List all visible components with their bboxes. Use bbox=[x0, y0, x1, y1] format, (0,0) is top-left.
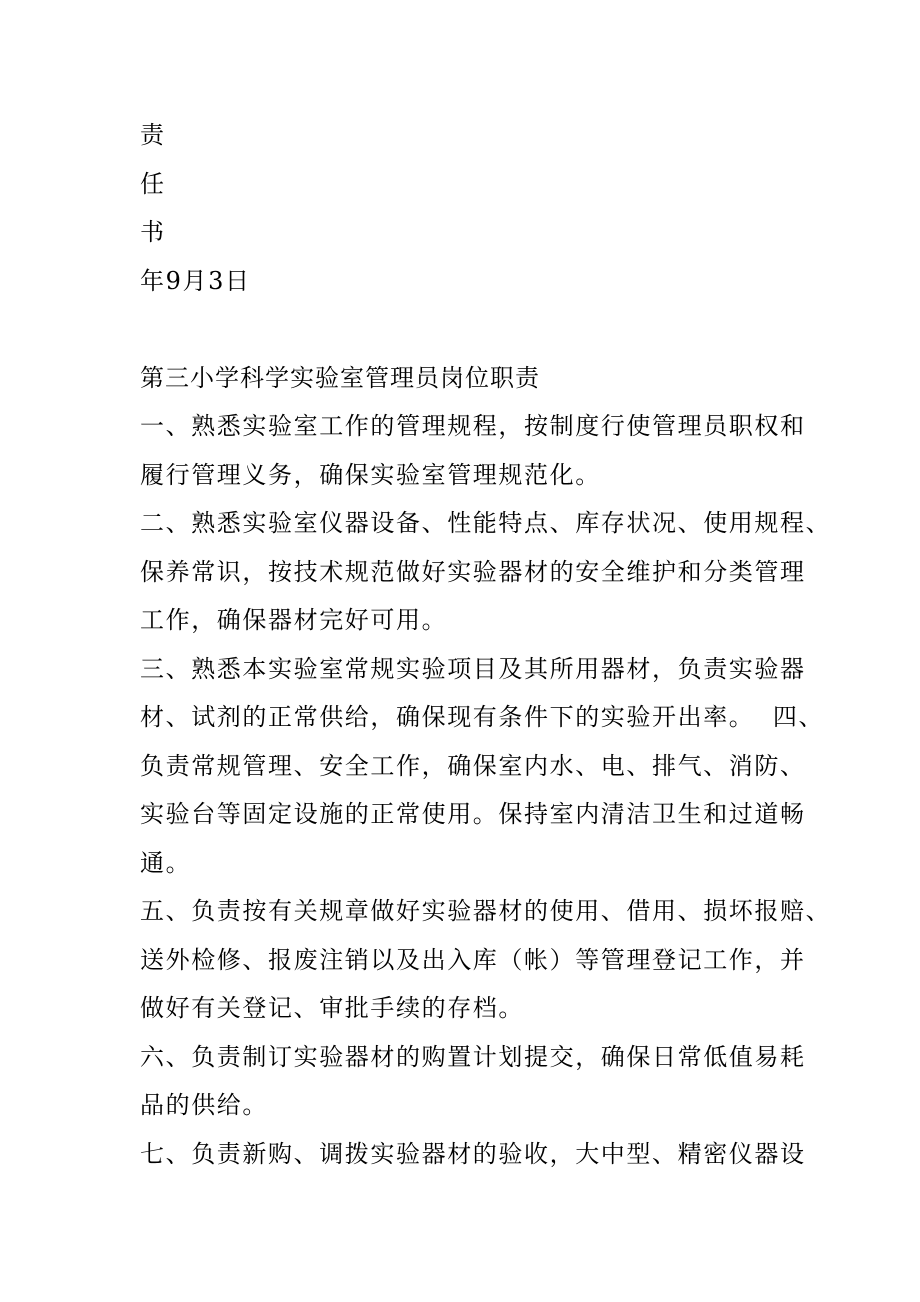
body-line: 材、试剂的正常供给，确保现有条件下的实验开出率。 四、 bbox=[140, 703, 825, 731]
document-title: 第三小学科学实验室管理员岗位职责 bbox=[140, 363, 540, 392]
body-line: 送外检修、报废注销以及出入库（帐）等管理登记工作，并 bbox=[140, 945, 806, 974]
body-line: 做好有关登记、审批手续的存档。 bbox=[140, 994, 524, 1022]
date-line: 年9月3日 bbox=[140, 266, 251, 295]
header-line-3: 书 bbox=[140, 218, 166, 246]
body-line: 负责常规管理、安全工作，确保室内水、电、排气、消防、 bbox=[140, 751, 806, 780]
blank-line bbox=[140, 305, 800, 354]
body-line: 履行管理义务，确保实验室管理规范化。 bbox=[140, 460, 601, 489]
body-line: 一、熟悉实验室工作的管理规程，按制度行使管理员职权和 bbox=[140, 412, 806, 440]
body-line: 七、负责新购、调拨实验器材的验收，大中型、精密仪器设 bbox=[140, 1139, 806, 1168]
body-line: 实验台等固定设施的正常使用。保持室内清洁卫生和过道畅 bbox=[140, 800, 806, 828]
body-line: 保养常识，按技术规范做好实验器材的安全维护和分类管理 bbox=[140, 557, 806, 586]
body-line: 六、负责制订实验器材的购置计划提交，确保日常低值易耗 bbox=[140, 1042, 806, 1071]
body-line: 五、负责按有关规章做好实验器材的使用、借用、损坏报赔、 bbox=[140, 897, 832, 925]
body-line: 三、熟悉本实验室常规实验项目及其所用器材，负责实验器 bbox=[140, 654, 806, 683]
header-line-2: 任 bbox=[140, 169, 166, 198]
body-line: 通。 bbox=[140, 848, 192, 877]
document-text bbox=[140, 111, 832, 1178]
body-line: 二、熟悉实验室仪器设备、性能特点、库存状况、使用规程、 bbox=[140, 509, 832, 537]
body-line: 工作，确保器材完好可用。 bbox=[140, 606, 448, 634]
body-line: 品的供给。 bbox=[140, 1091, 268, 1119]
header-line-1: 责 bbox=[140, 121, 166, 149]
